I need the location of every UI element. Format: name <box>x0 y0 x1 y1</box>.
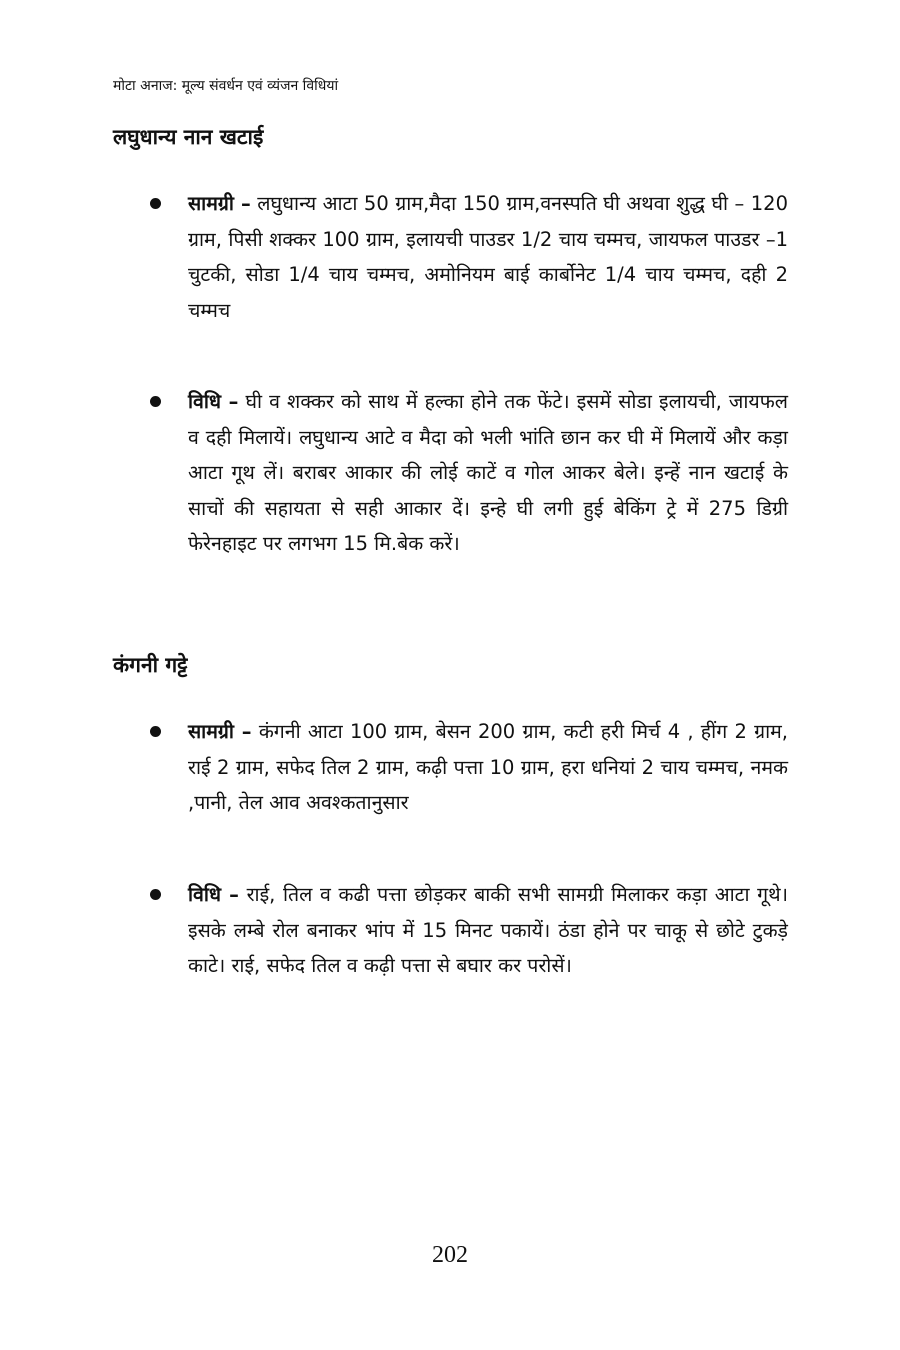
list-item-text <box>188 714 788 821</box>
bullet-icon <box>150 889 161 900</box>
list-item-text <box>188 384 788 562</box>
page-number: 202 <box>432 1242 468 1268</box>
list-item-body: लघुधान्य आटा 50 ग्राम,मैदा 150 ग्राम,वनस्पति घी अथवा शुद्ध घी – 120 ग्राम, पिसी शक्कर 100 ग्राम, इलायची पाउडर 1/2 चाय चम्मच, जायफल पाउडर –1 चुटकी, सोडा 1/4 चाय चम्मच, अमोनियम बाई कार्बोनेट 1/4 चाय चम्मच, दही 2 चम्मच <box>188 192 788 322</box>
list-item-text <box>188 877 788 984</box>
list-item-label: विधि – <box>188 883 239 906</box>
list-item-text <box>188 186 788 328</box>
bullet-icon <box>150 396 161 407</box>
list-item-label: विधि – <box>188 390 239 413</box>
list-item-body: राई, तिल व कढी पत्ता छोड़कर बाकी सभी सामग्री मिलाकर कड़ा आटा गूथे। इसके लम्बे रोल बनाकर भांप में 15 मिनट पकायें। ठंडा होने पर चाकू से छोटे टुकड़े काटे। राई, सफेद तिल व कढ़ी पत्ता से बघार कर परोसें। <box>188 883 789 977</box>
bullet-icon <box>150 198 161 209</box>
list-item-body: घी व शक्कर को साथ में हल्का होने तक फेंटे। इसमें सोडा इलायची, जायफल व दही मिलायें। लघुधान्य आटे व मैदा को भली भांति छान कर घी में मिलायें और कड़ा आटा गूथ लें। बराबर आकार की लोई काटें व गोल आकर बेले। इन्हें नान खटाई के साचों की सहायता से सही आकार दें। इन्हे घी लगी हुई बेकिंग ट्रे में 275 डिग्री फेरेनहाइट पर लगभग 15 मि.बेक करें। <box>188 390 788 555</box>
list-item-body: कंगनी आटा 100 ग्राम, बेसन 200 ग्राम, कटी हरी मिर्च 4 , हींग 2 ग्राम, राई 2 ग्राम, सफेद तिल 2 ग्राम, कढ़ी पत्ता 10 ग्राम, हरा धनियां 2 चाय चम्मच, नमक ,पानी, तेल आव अवश्कतानुसार <box>188 720 789 814</box>
section-title-nan-khatai: लघुधान्य नान खटाई <box>113 125 264 149</box>
list-item-label: सामग्री – <box>188 720 252 743</box>
section-title-kangni-gatte: कंगनी गट्टे <box>113 653 188 677</box>
list-item-label: सामग्री – <box>188 192 251 215</box>
bullet-icon <box>150 726 161 737</box>
running-header: मोटा अनाज: मूल्य संवर्धन एवं व्यंजन विधियां <box>113 78 339 94</box>
